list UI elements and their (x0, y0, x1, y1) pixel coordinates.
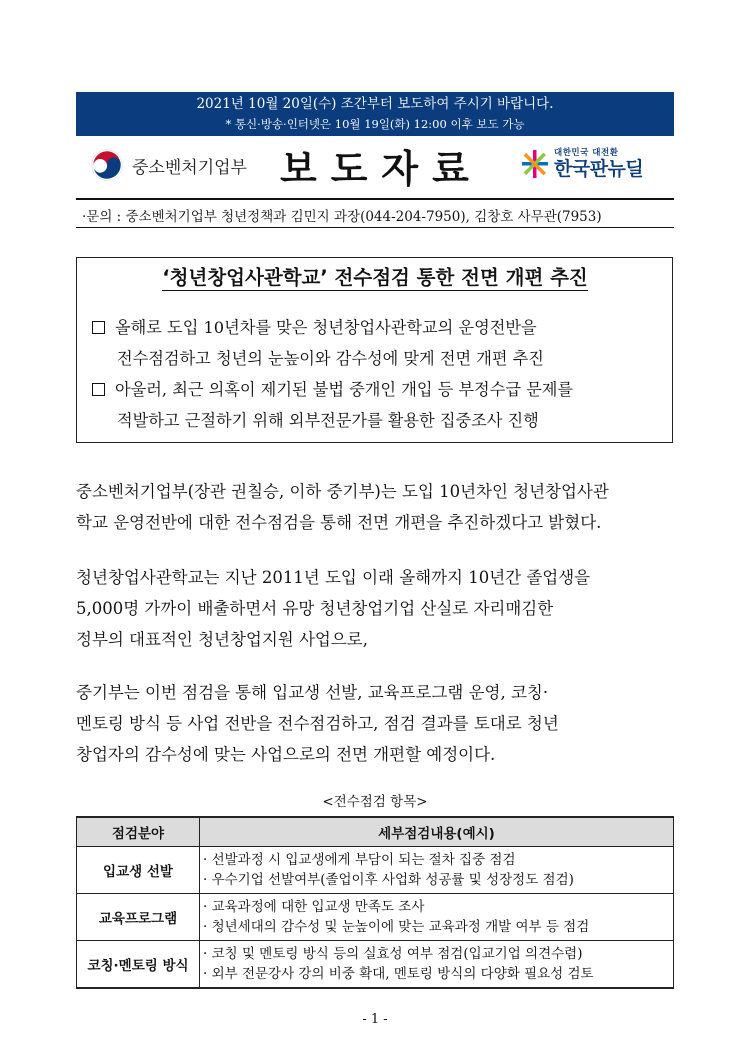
row-category: 교육프로그램 (77, 894, 200, 941)
row-details (200, 894, 674, 941)
press-release-title: 보도자료 (280, 146, 483, 191)
detail-item: · 코칭 및 멘토링 방식 등의 실효성 여부 점검(입교기업 의견수렴) (203, 946, 583, 962)
detail-item: · 교육과정에 대한 입교생 만족도 조사 (203, 899, 425, 915)
embargo-banner (76, 92, 674, 136)
bullet-2-line-2: 적발하고 근절하기 위해 외부전문가를 활용한 집중조사 진행 (117, 411, 539, 430)
table-header-row (77, 817, 674, 847)
contact-info: ·문의 : 중소벤처기업부 청년정책과 김민지 과장(044-204-7950), 김창호 사무관(7953) (82, 209, 602, 225)
row-category: 코칭·멘토링 방식 (77, 941, 200, 989)
body-paragraph-3 (76, 677, 676, 770)
row-category: 입교생 선발 (77, 847, 200, 894)
bullet-2-line-1: 아울러, 최근 의혹이 제기된 불법 중개인 개입 등 부정수급 문제를 (115, 380, 574, 399)
embargo-line-2: * 통신·방송·인터넷은 10월 19일(화) 12:00 이후 보도 가능 (225, 117, 525, 131)
taegeuk-icon (90, 148, 124, 182)
table-header-category: 점검분야 (77, 817, 200, 847)
checkbox-square-icon (92, 383, 105, 396)
korean-new-deal-logo (520, 148, 643, 180)
paragraph-line: 멘토링 방식 등 사업 전반을 전수점검하고, 점검 결과를 토대로 청년 (76, 714, 559, 733)
paragraph-line: 5,000명 가까이 배출하면서 유망 청년창업기업 산실로 자리매김한 (76, 599, 554, 618)
detail-item: · 외부 전문강사 강의 비중 확대, 멘토링 방식의 다양화 필요성 검토 (203, 966, 594, 982)
summary-bullet-2 (92, 374, 573, 436)
newdeal-star-icon (520, 148, 550, 180)
page-number: - 1 - (362, 1012, 388, 1027)
table-caption: <전수점검 항목> (322, 794, 428, 810)
header-rule-bottom (76, 227, 674, 228)
ministry-logo (90, 148, 247, 182)
paragraph-line: 중소벤처기업부(장관 권칠승, 이하 중기부)는 도입 10년차인 청년창업사관 (76, 482, 609, 501)
table-header-details: 세부점검내용(예시) (200, 817, 674, 847)
paragraph-line: 중기부는 이번 점검을 통해 입교생 선발, 교육프로그램 운영, 코칭· (76, 683, 549, 702)
checkbox-square-icon (92, 321, 105, 334)
headline-text: ‘청년창업사관학교’ 전수점검 통한 전면 개편 추진 (162, 266, 588, 289)
newdeal-tagline: 대한민국 대전환 (554, 148, 619, 159)
headline (0, 262, 750, 290)
bullet-1-line-1: 올해로 도입 10년차를 맞은 청년창업사관학교의 운영전반을 (115, 318, 537, 337)
inspection-items-table (76, 816, 674, 989)
header-rule-top (76, 198, 674, 200)
table-row (77, 941, 674, 989)
paragraph-line: 창업자의 감수성에 맞는 사업으로의 전면 개편할 예정이다. (76, 745, 496, 764)
detail-item: · 선발과정 시 입교생에게 부담이 되는 절차 집중 점검 (203, 852, 516, 868)
bullet-1-line-2: 전수점검하고 청년의 눈높이와 감수성에 맞게 전면 개편 추진 (117, 349, 544, 368)
detail-item: · 청년세대의 감수성 및 눈높이에 맞는 교육과정 개발 여부 등 점검 (203, 919, 590, 935)
table-row (77, 894, 674, 941)
newdeal-name: 한국판뉴딜 (554, 157, 644, 180)
paragraph-line: 정부의 대표적인 청년창업지원 사업으로, (76, 630, 368, 649)
summary-bullet-1 (92, 312, 544, 374)
table-row (77, 847, 674, 894)
paragraph-line: 학교 운영전반에 대한 전수점검을 통해 전면 개편을 추진하겠다고 밝혔다. (76, 513, 602, 532)
body-paragraph-1 (76, 476, 676, 538)
row-details (200, 941, 674, 989)
paragraph-line: 청년창업사관학교는 지난 2011년 도입 이래 올해까지 10년간 졸업생을 (76, 568, 591, 587)
embargo-line-1: 2021년 10월 20일(수) 조간부터 보도하여 주시기 바랍니다. (196, 96, 554, 112)
detail-item: · 우수기업 선발여부(졸업이후 사업화 성공률 및 성장정도 점검) (203, 872, 574, 888)
ministry-name: 중소벤처기업부 (132, 157, 247, 178)
body-paragraph-2 (76, 562, 676, 655)
row-details (200, 847, 674, 894)
